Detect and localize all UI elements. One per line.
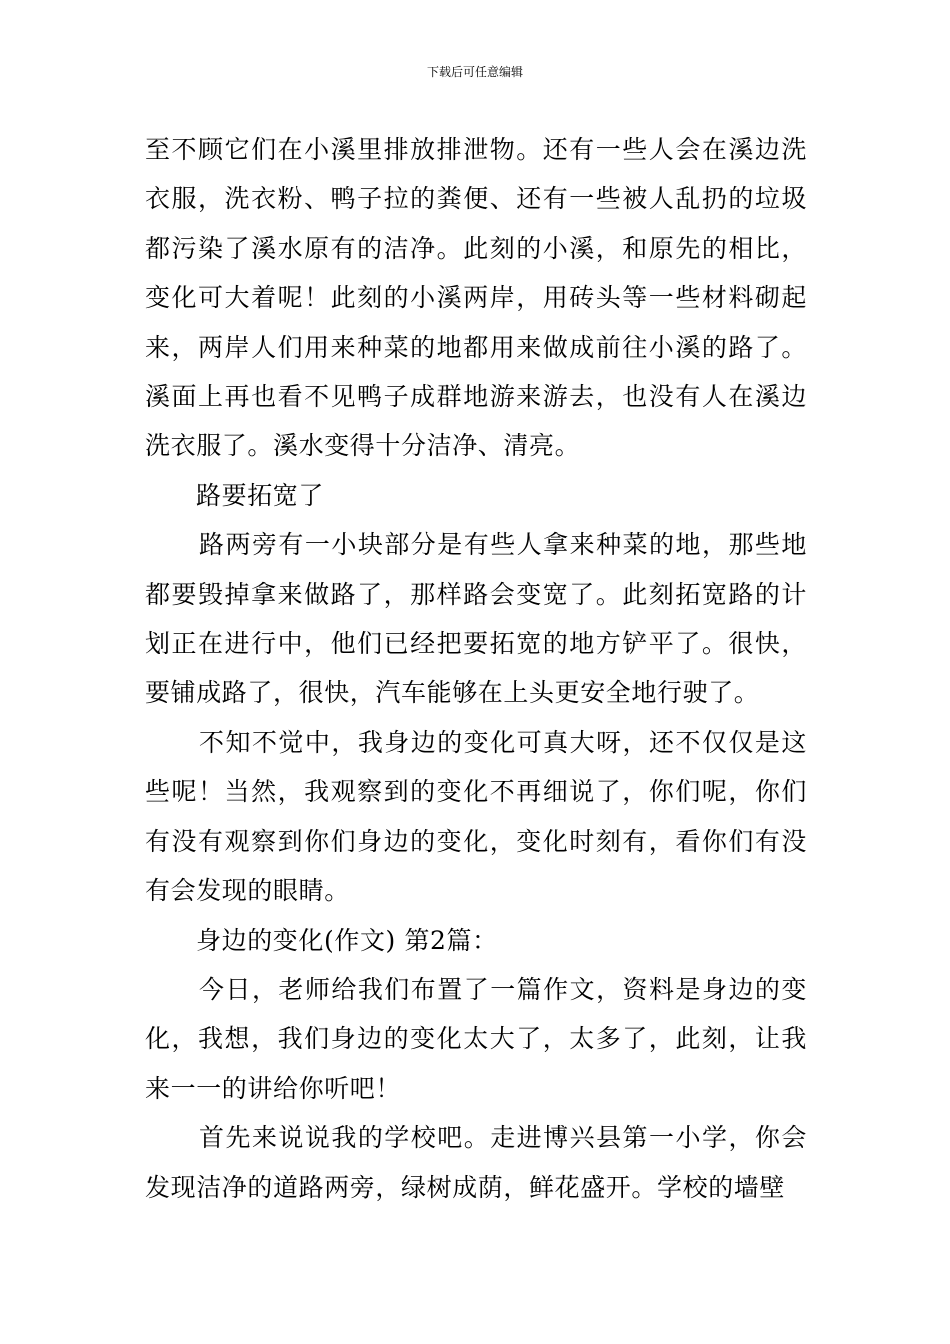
document-body	[145, 125, 807, 1212]
paragraph-essay-intro: 今日，老师给我们布置了一篇作文，资料是身边的变化，我想，我们身边的变化太大了，太多了，此刻，让我来一一的讲给你听吧！	[145, 974, 807, 1103]
section-heading-road: 路要拓宽了	[196, 480, 325, 510]
paragraph-school: 首先来说说我的学校吧。走进博兴县第一小学，你会发现洁净的道路两旁，绿树成荫，鲜花盛开。学校的墙壁	[145, 1123, 807, 1202]
paragraph-summary: 不知不觉中，我身边的变化可真大呀，还不仅仅是这些呢！当然，我观察到的变化不再细说了，你们呢，你们有没有观察到你们身边的变化，变化时刻有，看你们有没有会发现的眼睛。	[145, 727, 807, 906]
section-heading-essay-2: 身边的变化(作文) 第2篇：	[196, 925, 498, 955]
page-header: 下载后可任意编辑	[426, 65, 523, 79]
paragraph-road: 路两旁有一小块部分是有些人拿来种菜的地，那些地都要毁掉拿来做路了，那样路会变宽了。此刻拓宽路的计划正在进行中，他们已经把要拓宽的地方铲平了。很快，要铺成路了，很快，汽车能够在上头更安全地行驶了。	[145, 530, 807, 708]
paragraph-continued: 至不顾它们在小溪里排放排泄物。还有一些人会在溪边洗衣服，洗衣粉、鸭子拉的粪便、还有一些被人乱扔的垃圾都污染了溪水原有的洁净。此刻的小溪，和原先的相比，变化可大着呢！此刻的小溪两岸，用砖头等一些材料砌起来，两岸人们用来种菜的地都用来做成前往小溪的路了。溪面上再也看不见鸭子成群地游来游去，也没有人在溪边洗衣服了。溪水变得十分洁净、清亮。	[145, 135, 807, 461]
